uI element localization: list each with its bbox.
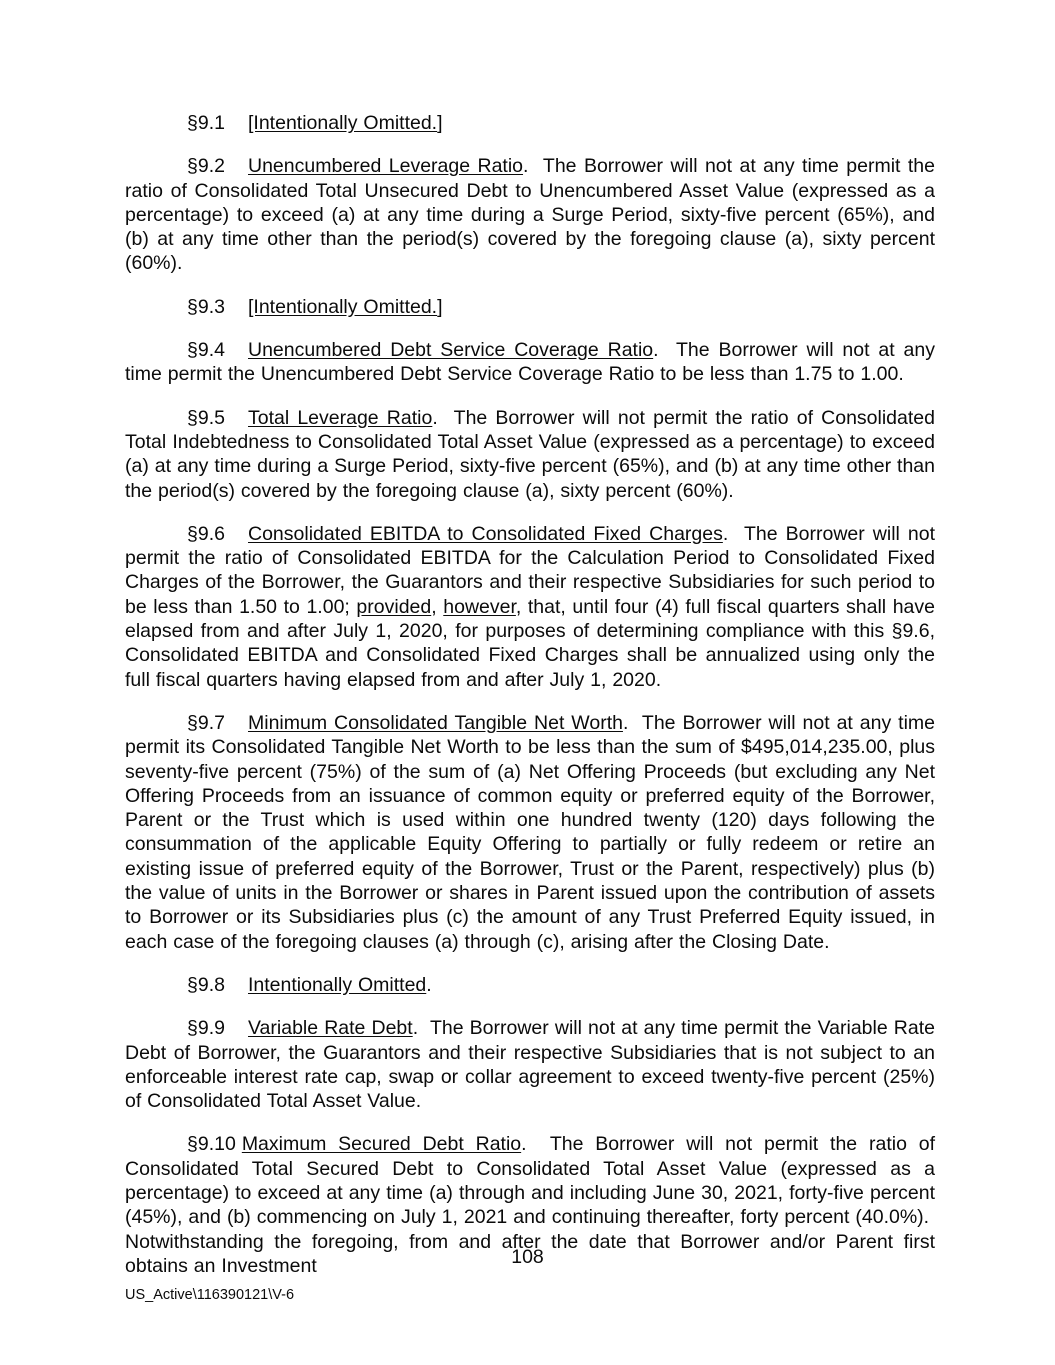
section-number: §9.7 xyxy=(187,711,225,734)
section-number: §9.10 xyxy=(187,1133,236,1156)
section-underlined-text: [Intentionally Omitted. xyxy=(248,112,438,134)
section-underlined-text: Consolidated EBITDA to Consolidated Fixed Charges xyxy=(248,522,723,545)
section-text: . The Borrower will not at any time permit the Unencumbered Debt Service Coverage Ratio to be less than 1.75 to 1.00. xyxy=(125,339,935,386)
section-paragraph xyxy=(125,111,935,135)
section-underlined-text: however xyxy=(443,595,516,618)
document-body xyxy=(125,111,935,1297)
section-underlined-text: Intentionally Omitted xyxy=(248,973,427,996)
section-paragraph xyxy=(125,154,935,275)
section-text: . xyxy=(426,973,432,996)
section-text: , xyxy=(431,595,444,618)
section-number: §9.9 xyxy=(187,1017,225,1040)
section-underlined-text: Maximum Secured Debt Ratio xyxy=(241,1133,522,1156)
section-text: . The Borrower will not at any time permit its Consolidated Tangible Net Worth to be less than the sum of $495,014,235.00, plus seventy-five percent (75%) of the sum of (a) Net Offering Proceeds (but excluding any Net Offering Proceeds from an issuance of common equity or preferred equity of the Borrower, Parent or the Trust which is used within one hundred twenty (120) days following the consummation of the applicable Equity Offering to partially or fully redeem or retire an existing issue of preferred equity of the Borrower, Trust or the Parent, respectively) plus (b) the value of units in the Borrower or shares in Parent issued upon the contribution of assets to Borrower or its Subsidiaries plus (c) the amount of any Trust Preferred Equity issued, in each case of the foregoing clauses (a) through (c), arising after the Closing Date. xyxy=(125,711,935,953)
section-paragraph xyxy=(125,711,935,954)
section-underlined-text: Unencumbered Debt Service Coverage Ratio xyxy=(248,339,654,362)
section-underlined-text: Variable Rate Debt xyxy=(248,1017,413,1040)
section-underlined-text: Minimum Consolidated Tangible Net Worth xyxy=(248,711,623,734)
section-underlined-text: [Intentionally Omitted. xyxy=(248,295,438,318)
section-text: . The Borrower will not at any time permit the Variable Rate Debt of Borrower, the Guarantors and their respective Subsidiaries that is not subject to an enforceable interest rate cap, swap or collar agreement to exceed twenty-five percent (25%) of Consolidated Total Asset Value. xyxy=(125,1017,935,1113)
section-text: . The Borrower will not permit the ratio of Consolidated Total Indebtedness to Consolidated Total Asset Value (expressed as a percentage) to exceed (a) at any time during a Surge Period, sixty-five percent (65%), and (b) at any time other than the period(s) covered by the foregoing clause (a), sixty percent (60%). xyxy=(125,406,935,502)
section-text: . The Borrower will not at any time permit the ratio of Consolidated Total Unsecured Debt to Unencumbered Asset Value (expressed as a percentage) to exceed (a) at any time during a Surge Period, sixty-five percent (65%), and (b) at any time other than the period(s) covered by the foregoing clause (a), sixty percent (60%). xyxy=(125,155,935,275)
section-number: §9.8 xyxy=(187,973,225,996)
section-number: §9.6 xyxy=(187,522,225,545)
section-paragraph xyxy=(125,973,935,997)
section-number: §9.5 xyxy=(187,406,225,429)
page-number: 108 xyxy=(511,1246,544,1268)
section-text: . The Borrower will not permit the ratio of Consolidated Total Secured Debt to Consolidated Total Asset Value (expressed as a percentage) to exceed at any time (a) through and including June 30, 2021, forty-five percent (45%), and (b) commencing on July 1, 2021 and continuing thereafter, forty percent (40.0%). Notwithstanding the foregoing, from and after the date that Borrower and/or Parent first obtains an Investment xyxy=(125,1133,935,1277)
section-number: §9.3 xyxy=(187,295,225,318)
section-number: §9.2 xyxy=(187,155,225,178)
section-underlined-text: provided xyxy=(356,595,432,618)
section-paragraph xyxy=(125,522,935,692)
section-number: §9.4 xyxy=(187,339,225,362)
section-paragraph xyxy=(125,295,935,319)
section-text: ] xyxy=(437,295,443,318)
section-paragraph xyxy=(125,338,935,387)
section-number: §9.1 xyxy=(187,112,225,134)
section-underlined-text: Unencumbered Leverage Ratio xyxy=(248,155,524,178)
document-id-footer: US_Active\116390121\V-6 xyxy=(125,1287,295,1303)
section-text: , that, until four (4) full fiscal quarters shall have elapsed from and after July 1, 2020, for purposes of determining compliance with this §9.6, Consolidated EBITDA and Consolidated Fixed Charges shall be annualized using only the full fiscal quarters having elapsed from and after July 1, 2020. xyxy=(125,595,935,691)
section-paragraph xyxy=(125,406,935,503)
section-paragraph xyxy=(125,1016,935,1113)
section-underlined-text: Total Leverage Ratio xyxy=(248,406,433,429)
section-text: . The Borrower will not permit the ratio of Consolidated EBITDA for the Calculation Period to Consolidated Fixed Charges of the Borrower, the Guarantors and their respective Subsidiaries for such period to be less than 1.50 to 1.00; xyxy=(125,522,935,618)
section-text: ] xyxy=(437,112,443,134)
